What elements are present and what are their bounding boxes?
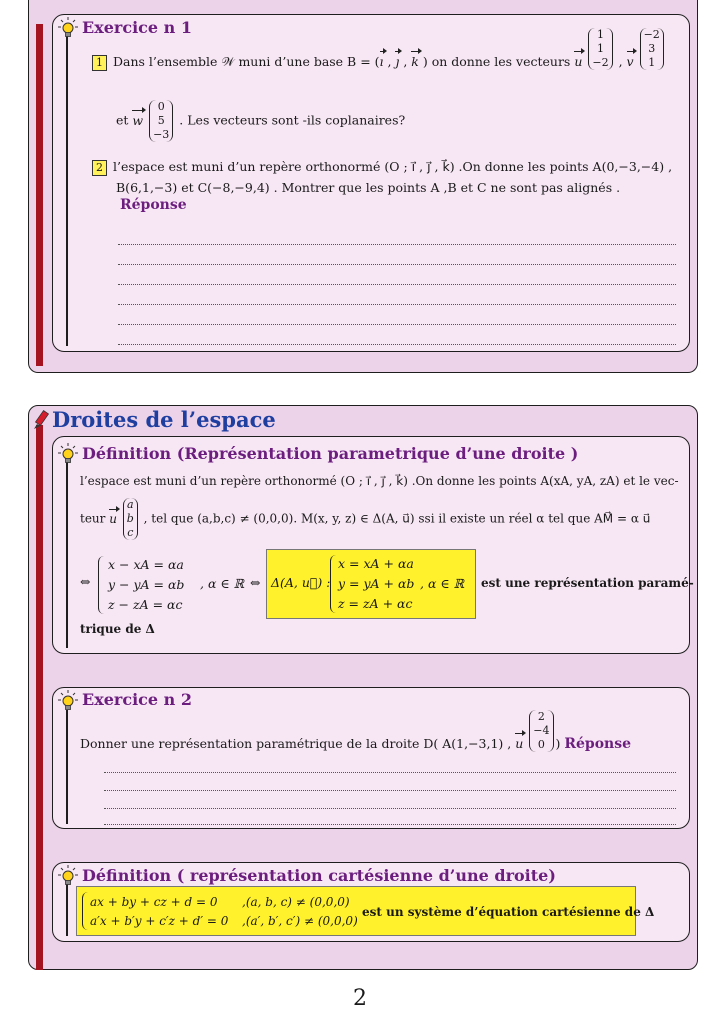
lightbulb-icon xyxy=(58,690,78,712)
answer-line xyxy=(118,284,676,285)
cartesian-condition-1: ,(a, b, c) ≠ (0,0,0) xyxy=(242,895,350,909)
answer-line xyxy=(118,344,676,345)
system-brace xyxy=(82,892,88,930)
vector-v-name: v xyxy=(626,54,634,69)
cartesian-equation-1: ax + by + cz + d = 0 xyxy=(90,895,218,909)
definition-1-conclusion: est une représentation paramé- xyxy=(481,576,694,590)
accent-bar xyxy=(36,425,43,970)
pencil-icon xyxy=(31,409,53,431)
accent-bar xyxy=(36,24,43,366)
page-number: 2 xyxy=(353,986,367,1011)
vector-u: a b c xyxy=(123,498,138,540)
question-1-line-1: 1 Dans l’ensemble 𝒲 muni d’une base B = (ı , ȷ , k ) on donne les vecteurs u 1 1 −2 , v −2 3 1 xyxy=(92,54,666,71)
exercise-2-statement: Donner une représentation paramétrique de la droite D( A(1,−3,1) , u 2 −4 0 ) Réponse xyxy=(80,709,632,752)
vector-u-name: u xyxy=(574,54,583,69)
answer-label: Réponse xyxy=(120,197,187,213)
system-brace xyxy=(98,556,104,614)
answer-line xyxy=(118,264,676,265)
section-title: Droites de l’espace xyxy=(52,407,276,432)
question-1-line-2: et w 0 5 −3 . Les vecteurs sont -ils coplanaires? xyxy=(116,100,406,141)
lightbulb-icon xyxy=(58,17,78,39)
answer-line xyxy=(104,808,676,809)
definition-2-title: Définition ( représentation cartésienne d’une droite) xyxy=(82,866,556,885)
parametric-system-1: x − xA = αa y − yA = αb z − zA = αc xyxy=(108,557,185,612)
question-number: 2 xyxy=(92,160,107,176)
card-rule xyxy=(66,884,68,936)
question-2-line-1: 2 l’espace est muni d’un repère orthonormé (O ; ı⃗ , ȷ⃗ , k⃗) .On donne les points A(0,−3,−4) , xyxy=(92,159,672,176)
cartesian-condition-2: ,(a′, b′, c′) ≠ (0,0,0) xyxy=(242,914,358,928)
question-number: 1 xyxy=(92,55,107,71)
answer-label: Réponse xyxy=(564,736,632,752)
vector-v: −2 3 1 xyxy=(640,28,664,70)
vector-u: 1 1 −2 xyxy=(588,28,612,70)
definition-1-line-1: l’espace est muni d’un repère orthonormé (O ; ı⃗ , ȷ⃗ , k⃗) .On donne les points A(xA, yA, zA) et le vec- xyxy=(80,474,679,488)
card-rule xyxy=(66,36,68,346)
answer-line xyxy=(118,304,676,305)
vector-w: 0 5 −3 xyxy=(149,100,173,142)
alpha-real: , α ∈ ℝ xyxy=(420,576,464,591)
card-rule xyxy=(66,458,68,648)
answer-line xyxy=(104,824,676,825)
vector-u: 2 −4 0 xyxy=(529,710,553,752)
vector-w-name: w xyxy=(132,112,144,128)
delta-label: Δ(A, u⃗) : xyxy=(271,575,331,590)
lightbulb-icon xyxy=(58,443,78,465)
definition-1-title: Définition (Représentation parametrique d’une droite ) xyxy=(82,444,579,463)
definition-1-conclusion-end: trique de Δ xyxy=(80,622,155,636)
exercise-2-title: Exercice n 2 xyxy=(82,690,192,709)
equivalence-symbol: ⇔ xyxy=(250,575,261,590)
equivalence-symbol: ⇔ xyxy=(80,574,91,589)
parametric-system-2: x = xA + αa y = yA + αb z = zA + αc xyxy=(338,556,415,611)
alpha-real: , α ∈ ℝ xyxy=(200,576,244,591)
answer-line xyxy=(118,244,676,245)
answer-line xyxy=(104,772,676,773)
question-2-line-2: B(6,1,−3) et C(−8,−9,4) . Montrer que les points A ,B et C ne sont pas alignés . xyxy=(116,180,621,195)
answer-line xyxy=(104,790,676,791)
definition-1-line-2: teur u a b c , tel que (a,b,c) ≠ (0,0,0). M(x, y, z) ∈ Δ(A, u⃗) ssi il existe un réel α tel que AM⃗ = α u⃗ xyxy=(80,498,651,539)
answer-line xyxy=(118,324,676,325)
card-rule xyxy=(66,710,68,824)
exercise-1-title: Exercice n 1 xyxy=(82,18,192,37)
definition-2-conclusion: est un système d’équation cartésienne de Δ xyxy=(362,905,655,919)
system-brace xyxy=(330,555,336,613)
cartesian-equation-2: a′x + b′y + c′z + d′ = 0 xyxy=(90,914,229,928)
lightbulb-icon xyxy=(58,865,78,887)
